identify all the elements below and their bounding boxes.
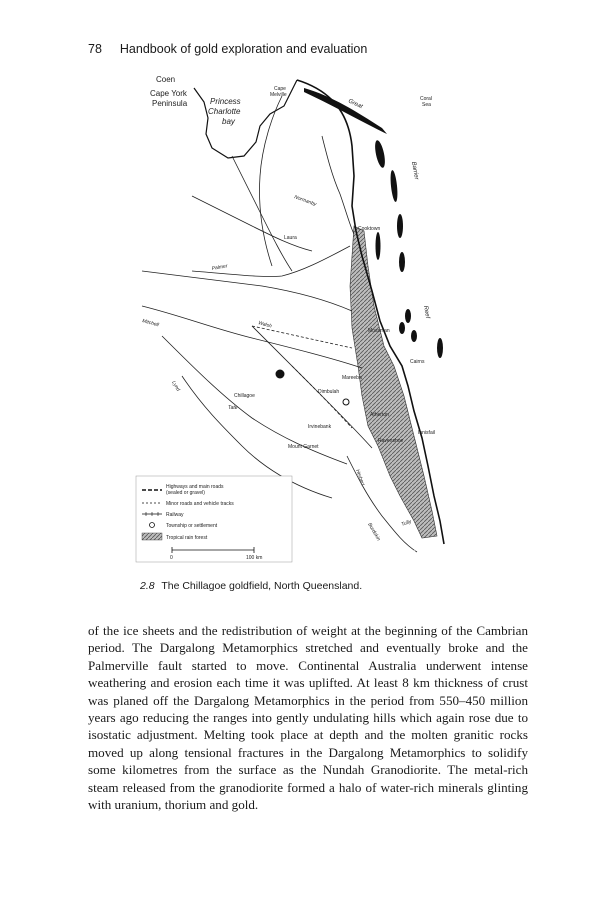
label-reef: Reef xyxy=(422,305,431,319)
label-barrier: Barrier xyxy=(410,161,420,181)
label-normanby: Normanby xyxy=(293,194,318,208)
label-burdekin: Burdekin xyxy=(366,522,382,543)
label-mareeba: Mareeba xyxy=(342,375,362,381)
label-herbert: Herbert xyxy=(354,468,366,487)
label-atherton: Atherton xyxy=(370,412,389,418)
label-tully: Tully xyxy=(400,518,413,528)
label-chillagoe: Chillagoe xyxy=(234,393,255,399)
label-ravenshoe: Ravenshoe xyxy=(378,438,404,444)
figure-map xyxy=(132,66,472,576)
label-mitchell: Mitchell xyxy=(141,318,160,329)
label-princess-2: Charlotte xyxy=(208,107,241,116)
label-coral-1: Coral xyxy=(420,96,432,102)
legend-township: Township or settlement xyxy=(166,523,218,529)
legend-rainforest: Tropical rain forest xyxy=(166,535,208,541)
chillagoe-map xyxy=(132,66,472,576)
label-princess-3: bay xyxy=(222,117,235,126)
label-walsh: Walsh xyxy=(257,320,273,330)
figure-caption xyxy=(140,580,520,592)
rainforest-area xyxy=(350,226,437,538)
page-number: 78 xyxy=(88,42,102,56)
label-coral-2: Sea xyxy=(422,102,431,108)
label-palmer: Palmer xyxy=(211,263,228,272)
label-cape-york-1: Cape York xyxy=(150,89,187,98)
label-cape-york-2: Peninsula xyxy=(152,99,188,108)
legend-highways-1: Highways and main roads xyxy=(166,484,224,490)
chillagoe-dot xyxy=(276,370,285,379)
label-cape-melville-2: Melville xyxy=(270,92,287,98)
body-paragraph: of the ice sheets and the redistribution of weight at the beginning of the Cambrian period. The Dargalong Metamorphics stretched and eventually broke and the Palmerville fault started to move. Continental Australia underwent intense weathering and erosion each time it was uplifted. At least 8 km thickness of crust was planed off the Dargalong Metamorphics in the period from 550–450 million years ago reducing the ranges into gently undulating hills which again rose due to isostatic adjustment. Melting took place at depth and the molten granitic rocks moved up along tensional fractures in the Dargalong Metamorphics to solidify some kilometres from the surface as the Nundah Granodiorite. The metal-rich steam released from the granodiorite formed a halo of water-rich minerals glinting with uranium, thorium and gold. xyxy=(88,623,528,813)
legend-minor-roads: Minor roads and vehicle tracks xyxy=(166,501,234,507)
label-dimbulah: Dimbulah xyxy=(318,389,340,395)
label-ingham: Ingham xyxy=(414,547,431,553)
label-cape-melville-1: Cape xyxy=(274,86,286,92)
legend-railway: Railway xyxy=(166,512,184,518)
label-tate: Tate xyxy=(228,405,238,411)
label-coen: Coen xyxy=(156,75,176,84)
legend-highways-2: (sealed or gravel) xyxy=(166,490,205,496)
legend-scale-end: 100 km xyxy=(246,555,263,561)
label-lynd: Lynd xyxy=(170,380,181,393)
label-irvinebank: Irvinebank xyxy=(308,424,332,430)
label-cooktown: Cooktown xyxy=(358,226,381,232)
legend-scale-start: 0 xyxy=(170,555,173,561)
label-innisfail: Innisfail xyxy=(418,430,435,436)
label-mount-garnet: Mount Garnet xyxy=(288,444,319,450)
label-great: Great xyxy=(347,98,364,111)
map-legend xyxy=(136,476,292,562)
irvinebank-marker xyxy=(343,399,349,405)
figure-number: 2.8 xyxy=(140,580,155,592)
running-title: Handbook of gold exploration and evaluation xyxy=(119,42,368,56)
label-cairns: Cairns xyxy=(410,359,425,365)
label-mossman: Mossman xyxy=(368,328,390,334)
label-laura: Laura xyxy=(284,235,297,241)
figure-caption-text: The Chillagoe goldfield, North Queensland. xyxy=(161,580,363,592)
label-princess-1: Princess xyxy=(210,97,241,106)
running-head xyxy=(88,42,528,56)
